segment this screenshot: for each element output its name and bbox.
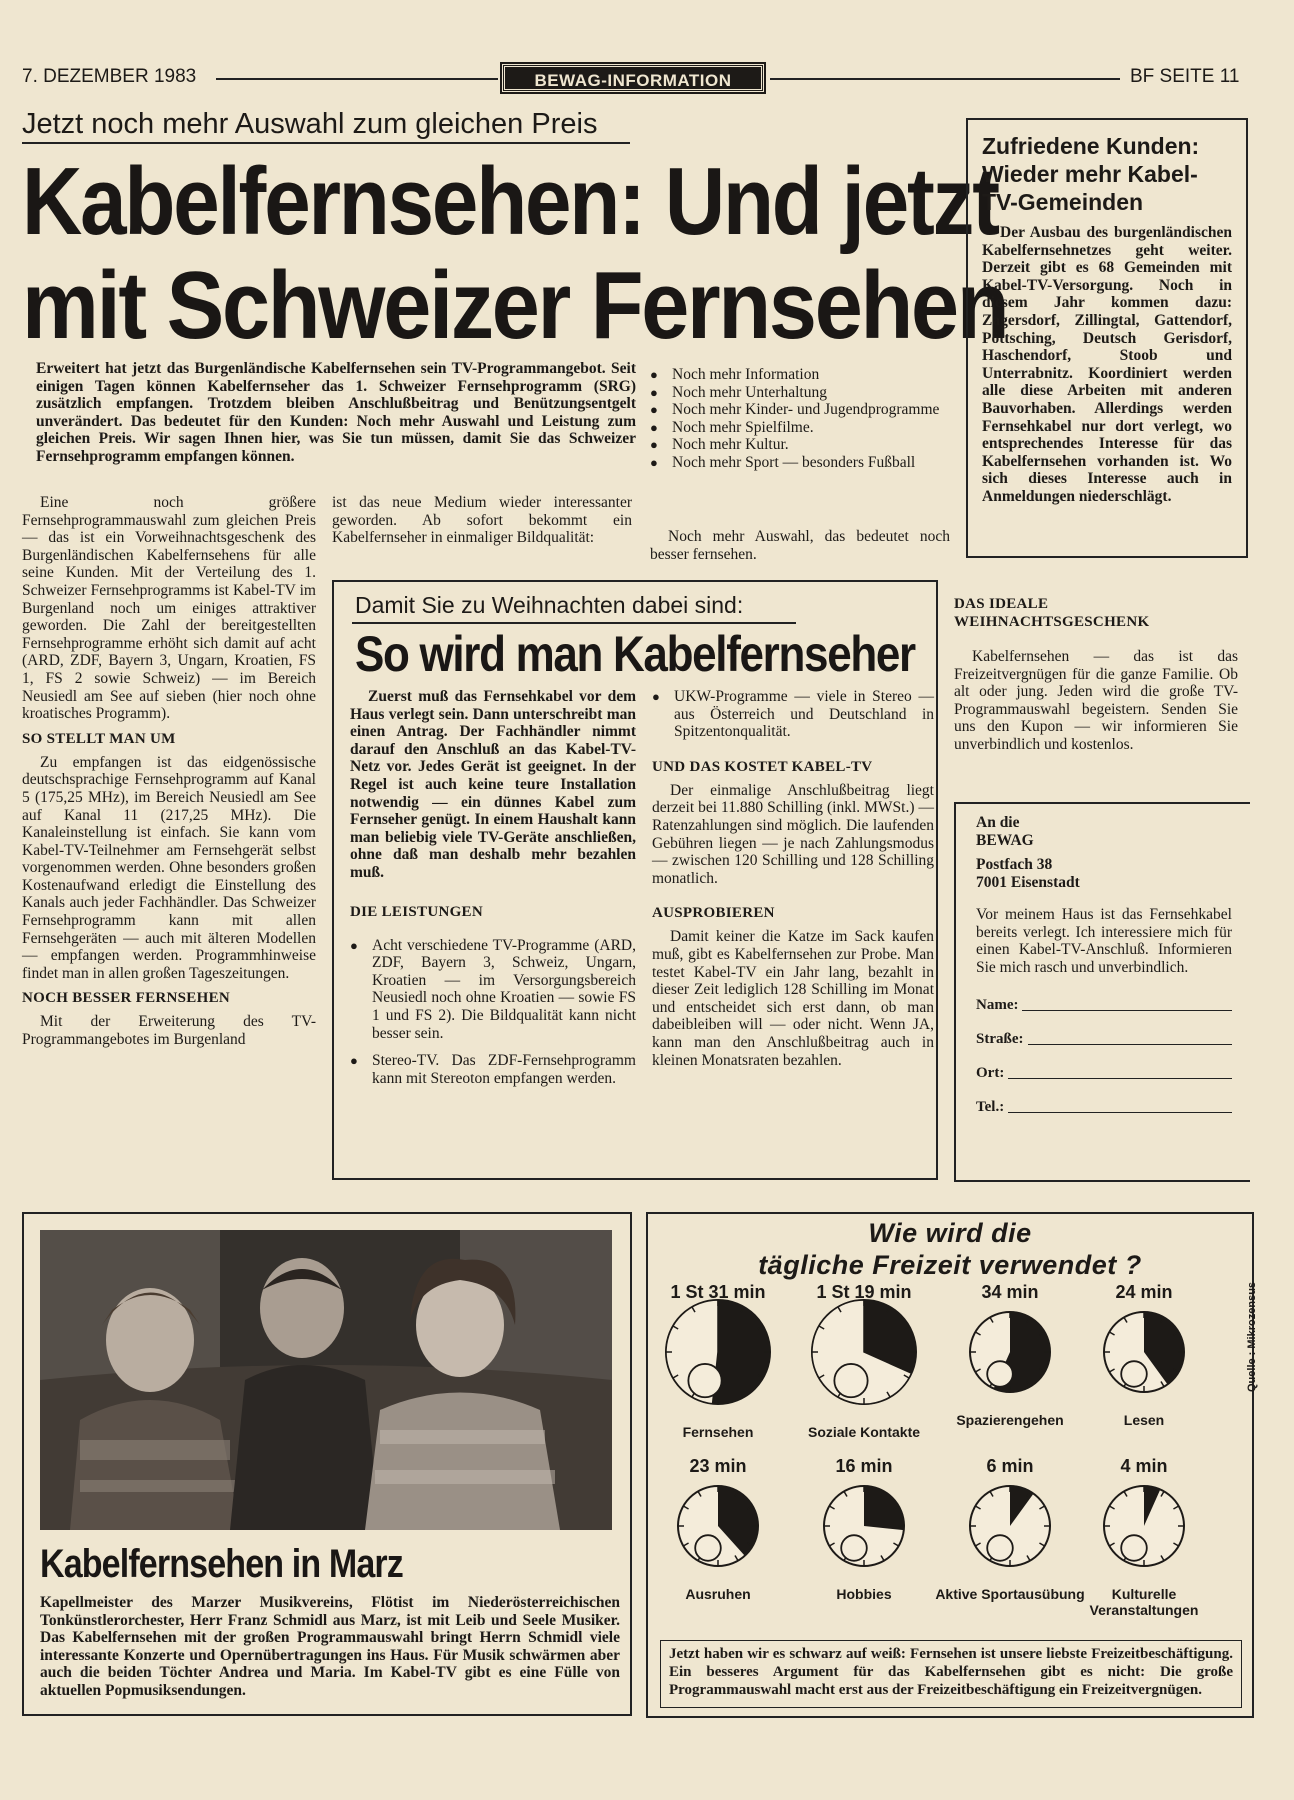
clock-4 <box>1104 1312 1184 1392</box>
main-headline-line-1: Kabelfernsehen: Und jetzt <box>22 148 998 255</box>
photo-caption: Kapellmeister des Marzer Musikvereins, Flötist im Niederösterreichischen Tonkünstlerorchester, Herr Franz Schmidl aus Marz, ist mit Leib und Seele Musiker. Das Kabelfernsehen mit der großen Programmauswahl bringt Herrn Schmidl viele interessante Konzerte und Opernübertragungen ins Haus. Für Musik schwärmen aber auch die beiden Töchter Andrea und Maria. Im Kabel-TV gibt es eine Fülle von aktuellen Popmusiksendungen. <box>40 1594 620 1699</box>
infographic-title-2: tägliche Freizeit verwendet ? <box>758 1250 1142 1280</box>
bullet-item: ● Noch mehr Unterhaltung <box>650 384 950 402</box>
coupon-address-4: 7001 Eisenstadt <box>976 874 1080 891</box>
leistung-item: ● Acht verschiedene TV-Programme (ARD, ZDF, Bayern 3, Schweiz, Ungarn, Kroatien — im Versorgungsbereich Neusiedl noch ohne Kroatien — sowie FS 1 und FS 2). Die Bildqualität kann nicht besser sein. <box>350 937 636 1043</box>
clock-activity-label: Kulturelle Veranstaltungen <box>1089 1586 1199 1618</box>
subhead-kosten: UND DAS KOSTET KABEL-TV <box>652 758 873 775</box>
field-label: Tel.: <box>976 1099 1005 1116</box>
main-kicker: Jetzt noch mehr Auswahl zum gleichen Preis <box>22 108 598 140</box>
infographic-title-1: Wie wird die <box>868 1218 1032 1248</box>
coupon-address-3: Postfach 38 <box>976 856 1053 873</box>
masthead-rule-right <box>770 78 1120 80</box>
infographic-footer-box <box>660 1640 1242 1708</box>
ukw-list <box>652 688 934 741</box>
howto-column-right <box>652 688 934 1069</box>
main-lead: Erweitert hat jetzt das Burgenländische Kabelfernsehen sein TV-Programmangebot. Seit einigen Tagen können Kabelfernseher das 1. Schweizer Fernsehprogramm (SRG) zusätzlich empfangen. Trotzdem bleiben Anschlußbeitrag und Benützungsentgelt unverändert. Das bedeutet für den Kunden: Noch mehr Auswahl und Leistung zum gleichen Preis. Wir sagen Ihnen hier, was Sie tun müssen, damit Sie das Schweizer Fernsehprogramm empfangen können. <box>36 360 636 465</box>
col2-paragraph-1: ist das neue Medium wieder interessanter geworden. Ab sofort bekommt ein Kabelfernseher in einmaliger Bildqualität: <box>332 494 632 547</box>
clock-7 <box>970 1486 1050 1566</box>
sidebar-box <box>966 118 1248 558</box>
bullet-item: ● Noch mehr Kultur. <box>650 436 950 454</box>
clock-time-label: 1 St 19 min <box>816 1282 912 1302</box>
coupon-field-strasse[interactable] <box>976 1014 1232 1048</box>
field-label: Ort: <box>976 1065 1005 1082</box>
clock-activity-label: Hobbies <box>836 1586 892 1602</box>
clock-time-label: 16 min <box>835 1456 893 1476</box>
infographic-source: Quelle : Mikrozensus <box>1246 1281 1258 1392</box>
clock-8 <box>1104 1486 1184 1566</box>
clock-activity-label: Fernsehen <box>682 1424 754 1440</box>
clock-time-label: 23 min <box>689 1456 747 1476</box>
subhead-die-leistungen: DIE LEISTUNGEN <box>350 903 483 920</box>
clock-activity-label: Soziale Kontakte <box>807 1424 921 1440</box>
clock-activity-label: Lesen <box>1123 1412 1165 1428</box>
bullet-item: ● Noch mehr Spielfilme. <box>650 419 950 437</box>
cartoon-figure <box>688 1364 721 1397</box>
bullet-item: ● Noch mehr Kinder- und Jugendprogramme <box>650 401 950 419</box>
ausprobieren-paragraph: Damit keiner die Katze im Sack kaufen muß, gibt es Kabelfernsehen zur Probe. Man testet Kabel-TV ein Jahr lang, bezahlt in dieser Zeit lediglich 128 Schilling im Monat und entscheidet sich erst dann, ob man dabeibleiben will — oder nicht. Wenn JA, kann man den Anschlußbeitrag auch in kleinen Monatsraten bezahlen. <box>652 928 934 1069</box>
cartoon-figure <box>834 1364 867 1397</box>
main-column-1 <box>22 494 316 1049</box>
masthead-page: BF SEITE 11 <box>1130 66 1240 87</box>
field-label: Name: <box>976 997 1019 1014</box>
clock-activity-label: Aktive Sportausübung <box>935 1586 1085 1602</box>
coupon-field-name[interactable] <box>976 980 1232 1014</box>
photo-headline: Kabelfernsehen in Marz <box>40 1542 403 1586</box>
masthead-section: BEWAG-INFORMATION <box>502 64 764 92</box>
clock-time-label: 24 min <box>1115 1282 1173 1302</box>
clock-3 <box>970 1312 1050 1392</box>
bullet-item: ● Noch mehr Sport — besonders Fußball <box>650 454 950 472</box>
coupon-address-1: An die <box>976 814 1020 831</box>
col1-paragraph-3: Mit der Erweiterung des TV-Programmangebotes im Burgenland <box>22 1013 316 1049</box>
cartoon-figure <box>841 1535 867 1561</box>
subhead-noch-besser-fernsehen: NOCH BESSER FERNSEHEN <box>22 990 231 1007</box>
clock-time-label: 34 min <box>981 1282 1039 1302</box>
field-label: Straße: <box>976 1031 1024 1048</box>
clock-1 <box>666 1300 770 1404</box>
main-headline-line-2: mit Schweizer Fernsehen <box>22 252 1008 359</box>
leistungen-list <box>350 937 636 1088</box>
gift-title-1: DAS IDEALE <box>954 596 1049 612</box>
cartoon-figure <box>1121 1535 1147 1561</box>
howto-column-left <box>350 688 636 1087</box>
howto-paragraph-1: Zuerst muß das Fernsehkabel vor dem Haus verlegt sein. Dann unterschreibt man einen Antrag. Der Fachhändler nimmt darauf den Anschluß an das Kabel-TV-Netz vor. Jedes Gerät ist geeignet. In der Regel ist auch keine teure Installation notwendig — ein dünnes Kabel zum Fernseher genügt. In einem Haushalt kann man beliebig viele TV-Geräte anschließen, ohne daß man deshalb mehr bezahlen muß. <box>350 688 636 881</box>
cartoon-figure <box>1121 1361 1147 1387</box>
subhead-so-stellt-man-um: SO STELLT MAN UM <box>22 730 176 747</box>
masthead-rule-left <box>216 78 498 80</box>
clock-time-label: 6 min <box>986 1456 1034 1476</box>
leistung-item: ● Stereo-TV. Das ZDF-Fernsehprogramm kann mit Stereoton empfangen werden. <box>350 1052 636 1087</box>
coupon-address-2: BEWAG <box>976 832 1034 849</box>
bullet-item: ● Noch mehr Information <box>650 366 950 384</box>
cartoon-figure <box>987 1361 1013 1387</box>
coupon-box <box>954 802 1250 1182</box>
clock-2 <box>812 1300 916 1404</box>
family-photo-illustration <box>40 1230 612 1530</box>
coupon-body: Vor meinem Haus ist das Fernsehkabel bereits verlegt. Ich interessiere mich für einen Kabel-TV-Anschluß. Informieren Sie mich rasch und unverbindlich. <box>976 906 1232 976</box>
bullets-outro: Noch mehr Auswahl, das bedeutet noch besser fernsehen. <box>650 528 950 563</box>
clock-activity-label: Ausruhen <box>685 1586 751 1602</box>
clock-time-label: 4 min <box>1120 1456 1168 1476</box>
sidebar-title: Zufriedene Kunden: Wieder mehr Kabel-TV-Gemeinden <box>982 133 1200 215</box>
main-bullet-list <box>650 366 950 472</box>
coupon-field-tel[interactable] <box>976 1082 1232 1116</box>
ukw-item: ● UKW-Programme — viele in Stereo — aus Österreich und Deutschland in Spitzentonqualität. <box>652 688 934 741</box>
col1-paragraph-2: Zu empfangen ist das eidgenössische deutschsprachige Fernsehprogramm auf Kanal 5 (175,25 MHz), im Bereich Neusiedl am See auf Kanal 11 (217,25 MHz). Die Kanaleinstellung ist einfach. Sie kann vom Kabel-TV-Teilnehmer am Fernsehgerät selbst vorgenommen werden. Ohne besonders großen Kostenaufwand erledigt die Einstellung des Kanals auch jeder Fachhändler. Das Schweizer Fernsehprogramm kann mit allen Fernsehgeräten — auch mit älteren Modellen — empfangen werden. Programmhinweise findet man in allen großen Tageszeitungen. <box>22 753 316 982</box>
subhead-ausprobieren: AUSPROBIEREN <box>652 905 775 922</box>
gift-body: Kabelfernsehen — das ist das Freizeitvergnügen für die ganze Familie. Ob alt oder jung. Jeden wird die große TV-Programmauswahl begeistern. Senden Sie uns den Kupon — wir informieren Sie unverbindlich und kostenlos. <box>954 648 1238 753</box>
masthead-date: 7. DEZEMBER 1983 <box>22 66 197 87</box>
kicker-underline <box>22 142 630 144</box>
family-photo <box>40 1230 612 1530</box>
clock-5 <box>678 1486 758 1566</box>
cartoon-figure <box>987 1535 1013 1561</box>
kosten-paragraph: Der einmalige Anschlußbeitrag liegt derzeit bei 11.880 Schilling (inkl. MWSt.) — Ratenzahlungen sind möglich. Die laufenden Gebühren liegen — je nach Zahlungsmodus — zwischen 120 Schilling und 128 Schilling monatlich. <box>652 781 934 887</box>
howto-headline: So wird man Kabelfernseher <box>355 626 915 682</box>
col1-paragraph-1: Eine noch größere Fernsehprogrammauswahl zum gleichen Preis — das ist ein Vorweihnachtsgeschenk des Burgenländischen Kabelfernsehens für alle seine Kunden. Mit der Verteilung des 1. Schweizer Fernsehprogramms ist Kabel-TV im Burgenland noch um einiges attraktiver geworden. Die Zahl der bereitgestellten Fernsehprogramme erhöht sich damit auf acht (ARD, ZDF, Bayern 3, Ungarn, Kroatien, FS 1, FS 2 sowie Schweiz) — im Bereich Neusiedl am See auf sieben (hier noch ohne kroatisches Programm). <box>22 494 316 723</box>
infographic-footer: Jetzt haben wir es schwarz auf weiß: Fernsehen ist unsere liebste Freizeitbeschäftigung. Ein besseres Argument für das Kabelfernsehen gibt es nicht: Die große Programmauswahl macht erst aus der Freizeitbeschäftigung ein Freizeitvergnügen. <box>669 1646 1233 1698</box>
clock-time-label: 1 St 31 min <box>670 1282 766 1302</box>
sidebar-body: Der Ausbau des burgenländischen Kabelfernsehnetzes geht weiter. Derzeit gibt es 68 Gemeinden mit Kabel-TV-Versorgung. Noch in diesem Jahr kommen dazu: Zagersdorf, Zillingtal, Gattendorf, Pöttsching, Deutsch Gerisdorf, Haschendorf, Stoob und Unterrabnitz. Koordiniert werden alle diese Arbeiten mit anderen Bauvorhaben. Allerdings werden Fernsehkabel nur dort verlegt, wo entsprechendes Interesse für das Kabelfernsehen vorhanden ist. Wo sich dieses Interesse auch in Anmeldungen niederschlägt. <box>982 224 1232 505</box>
cartoon-figure <box>695 1535 721 1561</box>
gift-title-2: WEIHNACHTSGESCHENK <box>954 614 1150 630</box>
clock-activity-label: Spazierengehen <box>956 1412 1064 1428</box>
howto-kicker: Damit Sie zu Weihnachten dabei sind: <box>355 592 744 618</box>
coupon-field-ort[interactable] <box>976 1048 1232 1082</box>
clock-6 <box>824 1486 904 1566</box>
